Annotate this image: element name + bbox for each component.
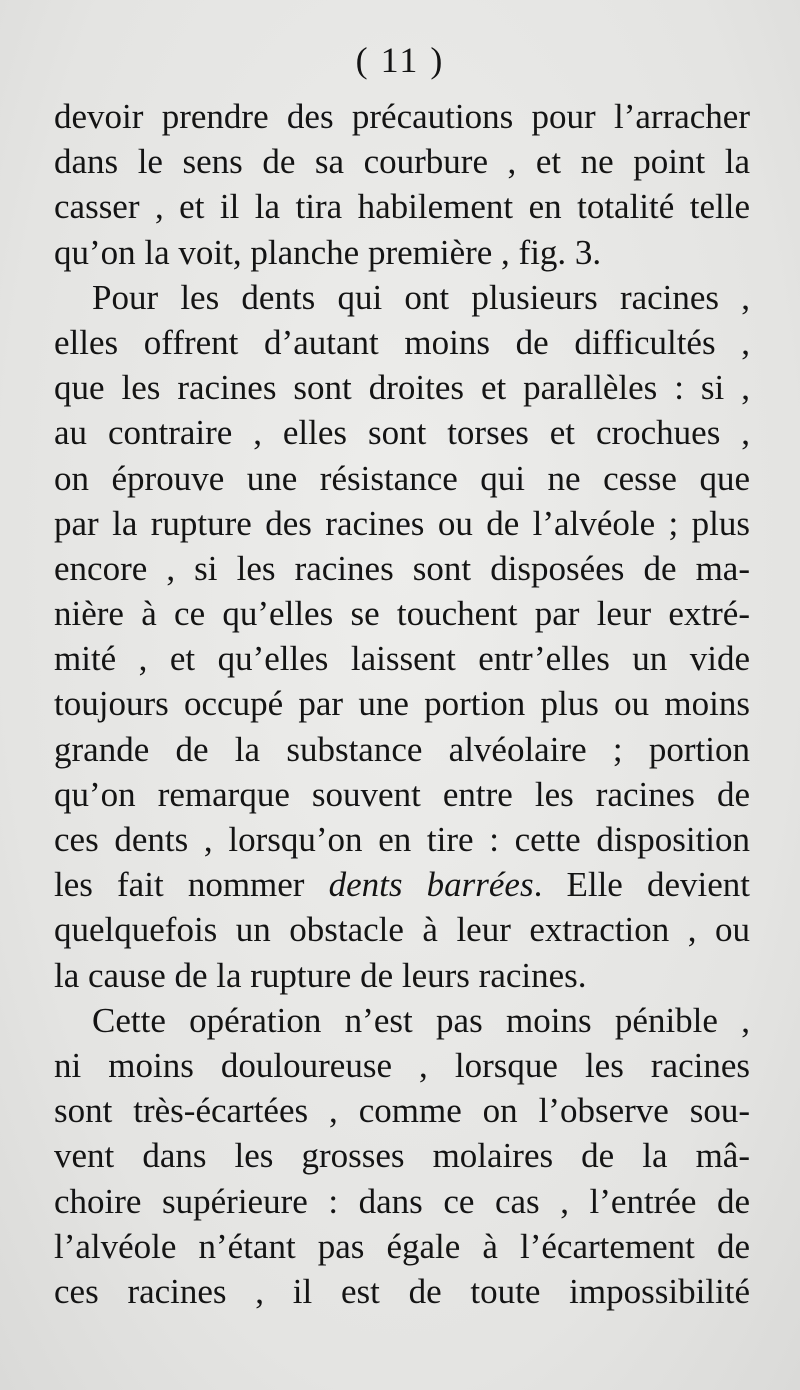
text-line: que les racines sont droites et parallèles : si ,: [54, 368, 750, 408]
text-line: sont très-écartées , comme on l’observe sou-: [54, 1091, 750, 1131]
text-line: casser , et il la tira habilement en totalité telle: [54, 187, 750, 227]
text-line: ces dents , lorsqu’on en tire : cette disposition: [54, 820, 750, 859]
text-line: Pour les dents qui ont plusieurs racines ,: [92, 277, 750, 317]
text-line: qu’on la voit, planche première , fig. 3.: [54, 232, 602, 272]
text-line: [54, 862, 750, 907]
text-segment: . Elle devient: [533, 865, 751, 905]
text-segment: les fait nommer: [54, 865, 329, 905]
text-line: nière à ce qu’elles se touchent par leur extré-: [54, 594, 750, 634]
emphasized-term: dents barrées: [328, 865, 534, 905]
text-line: qu’on remarque souvent entre les racines de: [54, 774, 750, 814]
text-line: on éprouve une résistance qui ne cesse que: [54, 458, 750, 498]
body-text: [54, 94, 750, 1314]
text-line: elles offrent d’autant moins de difficultés ,: [54, 322, 750, 362]
text-line: par la rupture des racines ou de l’alvéole ; plus: [54, 503, 750, 543]
text-line: dans le sens de sa courbure , et ne point la: [54, 142, 750, 182]
text-line: toujours occupé par une portion plus ou moins: [54, 684, 750, 724]
text-line: la cause de la rupture de leurs racines.: [54, 955, 587, 995]
text-line: l’alvéole n’étant pas égale à l’écartement de: [54, 1226, 750, 1266]
text-line: ni moins douloureuse , lorsque les racines: [54, 1045, 750, 1085]
text-line: devoir prendre des précautions pour l’arracher: [54, 97, 750, 136]
text-line: vent dans les grosses molaires de la mâ-: [54, 1136, 750, 1176]
text-line: quelquefois un obstacle à leur extraction , ou: [54, 910, 750, 950]
text-line: mité , et qu’elles laissent entr’elles un vide: [54, 639, 750, 679]
text-line: grande de la substance alvéolaire ; portion: [54, 729, 750, 769]
text-line: Cette opération n’est pas moins pénible ,: [92, 1000, 750, 1040]
text-line: ces racines , il est de toute impossibilité: [54, 1271, 750, 1311]
text-line: choire supérieure : dans ce cas , l’entrée de: [54, 1181, 750, 1221]
page-number: ( 11 ): [355, 40, 445, 80]
text-line: encore , si les racines sont disposées de ma-: [54, 548, 750, 588]
text-line: au contraire , elles sont torses et crochues ,: [54, 413, 750, 453]
